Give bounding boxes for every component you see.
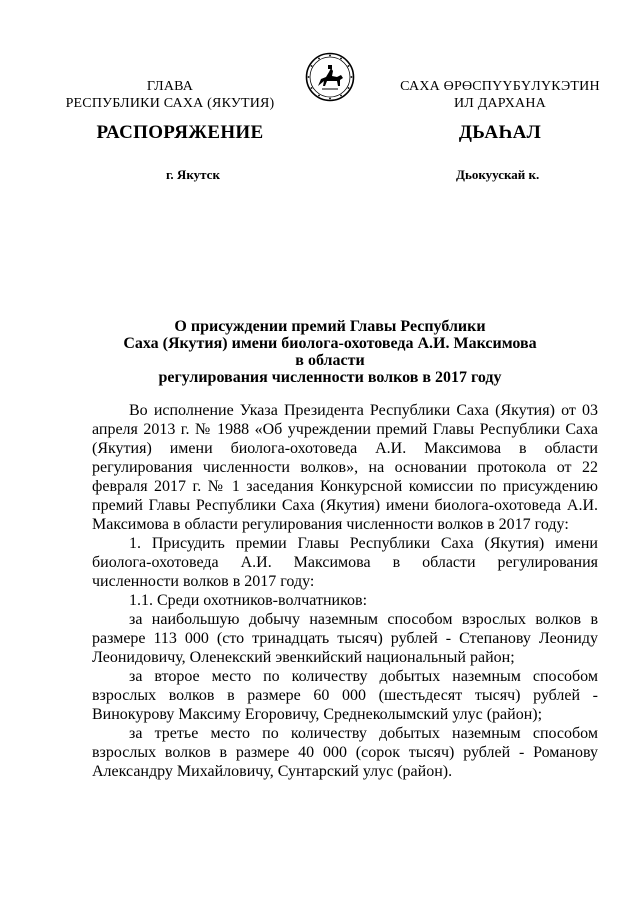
header-right-line2: ИЛ ДАРХАНА [453,96,546,111]
prize-first: за наибольшую добычу наземным способом взрослых волков в размере 113 000 (сто тринадцать тысяч) рублей - Степанову Леониду Леонидовичу, Оленекский эвенкийский национальный район; [92,611,598,666]
place-ru: г. Якутск [166,167,220,182]
header-right [385,78,615,112]
prize-third: за третье место по количеству добытых наземным способом взрослых волков в размере 40 000 (сорок тысяч) рублей - Романову Александру Михайловичу, Сунтарский улус (район). [92,725,598,780]
subject-line3: регулирования численности волков в 2017 году [158,369,502,386]
header-left-line1: ГЛАВА [146,79,194,94]
prize-second: за второе место по количеству добытых наземным способом взрослых волков в размере 60 000 (шестьдесят тысяч) рублей - Винокурову Максиму Егоровичу, Среднеколымский улус (район); [92,668,598,723]
place-sah: Дьокуускай к. [456,167,540,182]
header-left-line2: РЕСПУБЛИКИ САХА (ЯКУТИЯ) [65,96,275,111]
item-1-1: 1.1. Среди охотников-волчатников: [129,592,368,609]
subject-line2: Саха (Якутия) имени биолога-охотоведа А.И. Максимова в области [123,335,537,369]
document-subject [120,318,540,386]
doc-type-sah: ДЬАҺАЛ [458,122,542,143]
header-left [60,78,280,112]
coat-of-arms-icon [305,52,355,102]
header-right-line1: САХА ӨРӨСПҮҮБҮЛҮКЭТИН [400,79,600,94]
item-1: 1. Присудить премии Главы Республики Саха (Якутия) имени биолога-охотоведа А.И. Максимова в области регулирования численности волков в 2017 году: [92,535,598,590]
intro-paragraph: Во исполнение Указа Президента Республики Саха (Якутия) от 03 апреля 2013 г. № 1988 «Об учреждении премий Главы Республики Саха (Якутия) имени биолога-охотоведа А.И. Максимова в области регулирования численности волков», на основании протокола от 22 февраля 2017 г. № 1 заседания Конкурсной комиссии по присуждению премий Главы Республики Саха (Якутия) имени биолога-охотоведа А.И. Максимова в области регулирования численности волков в 2017 году: [92,402,598,533]
document-body [92,401,598,781]
doc-type-ru: РАСПОРЯЖЕНИЕ [96,122,264,143]
subject-line1: О присуждении премий Главы Республики [174,318,486,335]
